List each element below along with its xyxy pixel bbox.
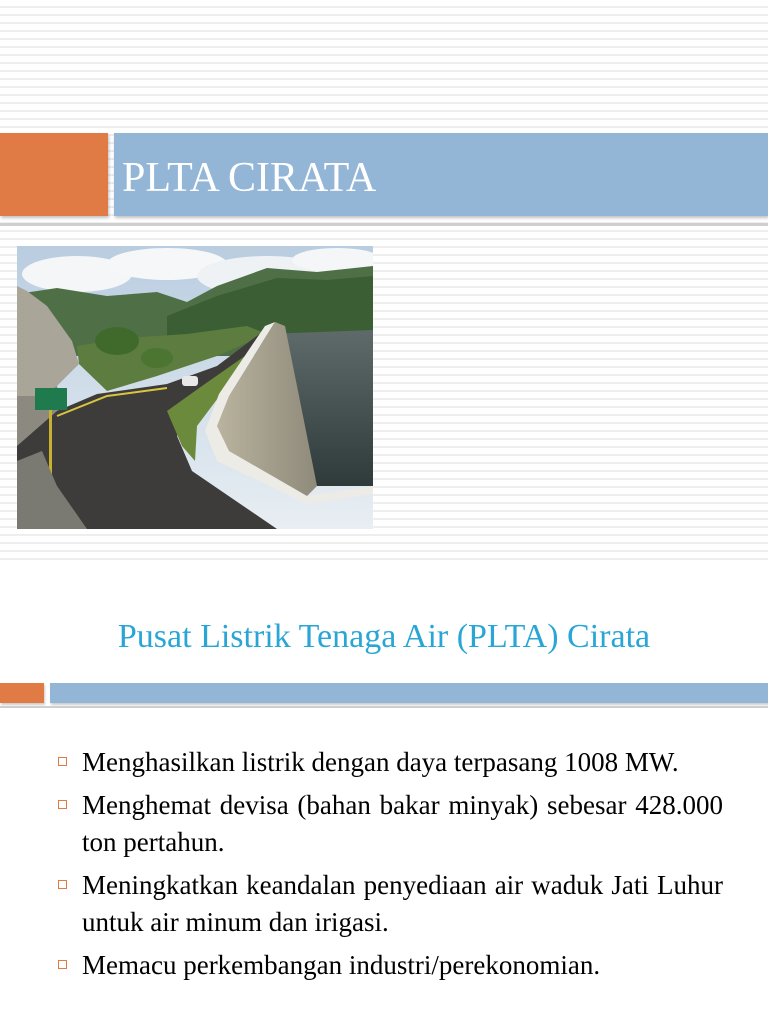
slide-2: [0, 560, 768, 1024]
square-bullet-icon: [58, 880, 67, 889]
bullet-item: [56, 867, 723, 941]
title-bar: [50, 683, 768, 703]
square-bullet-icon: [58, 960, 67, 969]
bullet-item: [56, 744, 723, 781]
square-bullet-icon: [58, 757, 67, 766]
square-bullet-icon: [58, 800, 67, 809]
slide-2-title: Pusat Listrik Tenaga Air (PLTA) Cirata: [117, 618, 651, 655]
bullet-item: [56, 787, 723, 861]
title-underline: [0, 223, 768, 226]
bullet-text: Meningkatkan keandalan penyediaan air waduk Jati Luhur untuk air minum dan irigasi.: [82, 870, 723, 937]
slide-1-title: PLTA CIRATA: [122, 155, 377, 201]
title-accent-block: [0, 683, 44, 703]
title-underline: [0, 706, 768, 708]
title-accent-block: [0, 133, 108, 216]
bullet-list: [56, 744, 723, 990]
bullet-text: Memacu perkembangan industri/perekonomian.: [82, 950, 601, 980]
bullet-text: Menghasilkan listrik dengan daya terpasang 1008 MW.: [82, 747, 679, 777]
bullet-text: Menghemat devisa (bahan bakar minyak) sebesar 428.000 ton pertahun.: [82, 790, 723, 857]
dam-photo: [17, 246, 373, 529]
bullet-item: [56, 947, 723, 984]
